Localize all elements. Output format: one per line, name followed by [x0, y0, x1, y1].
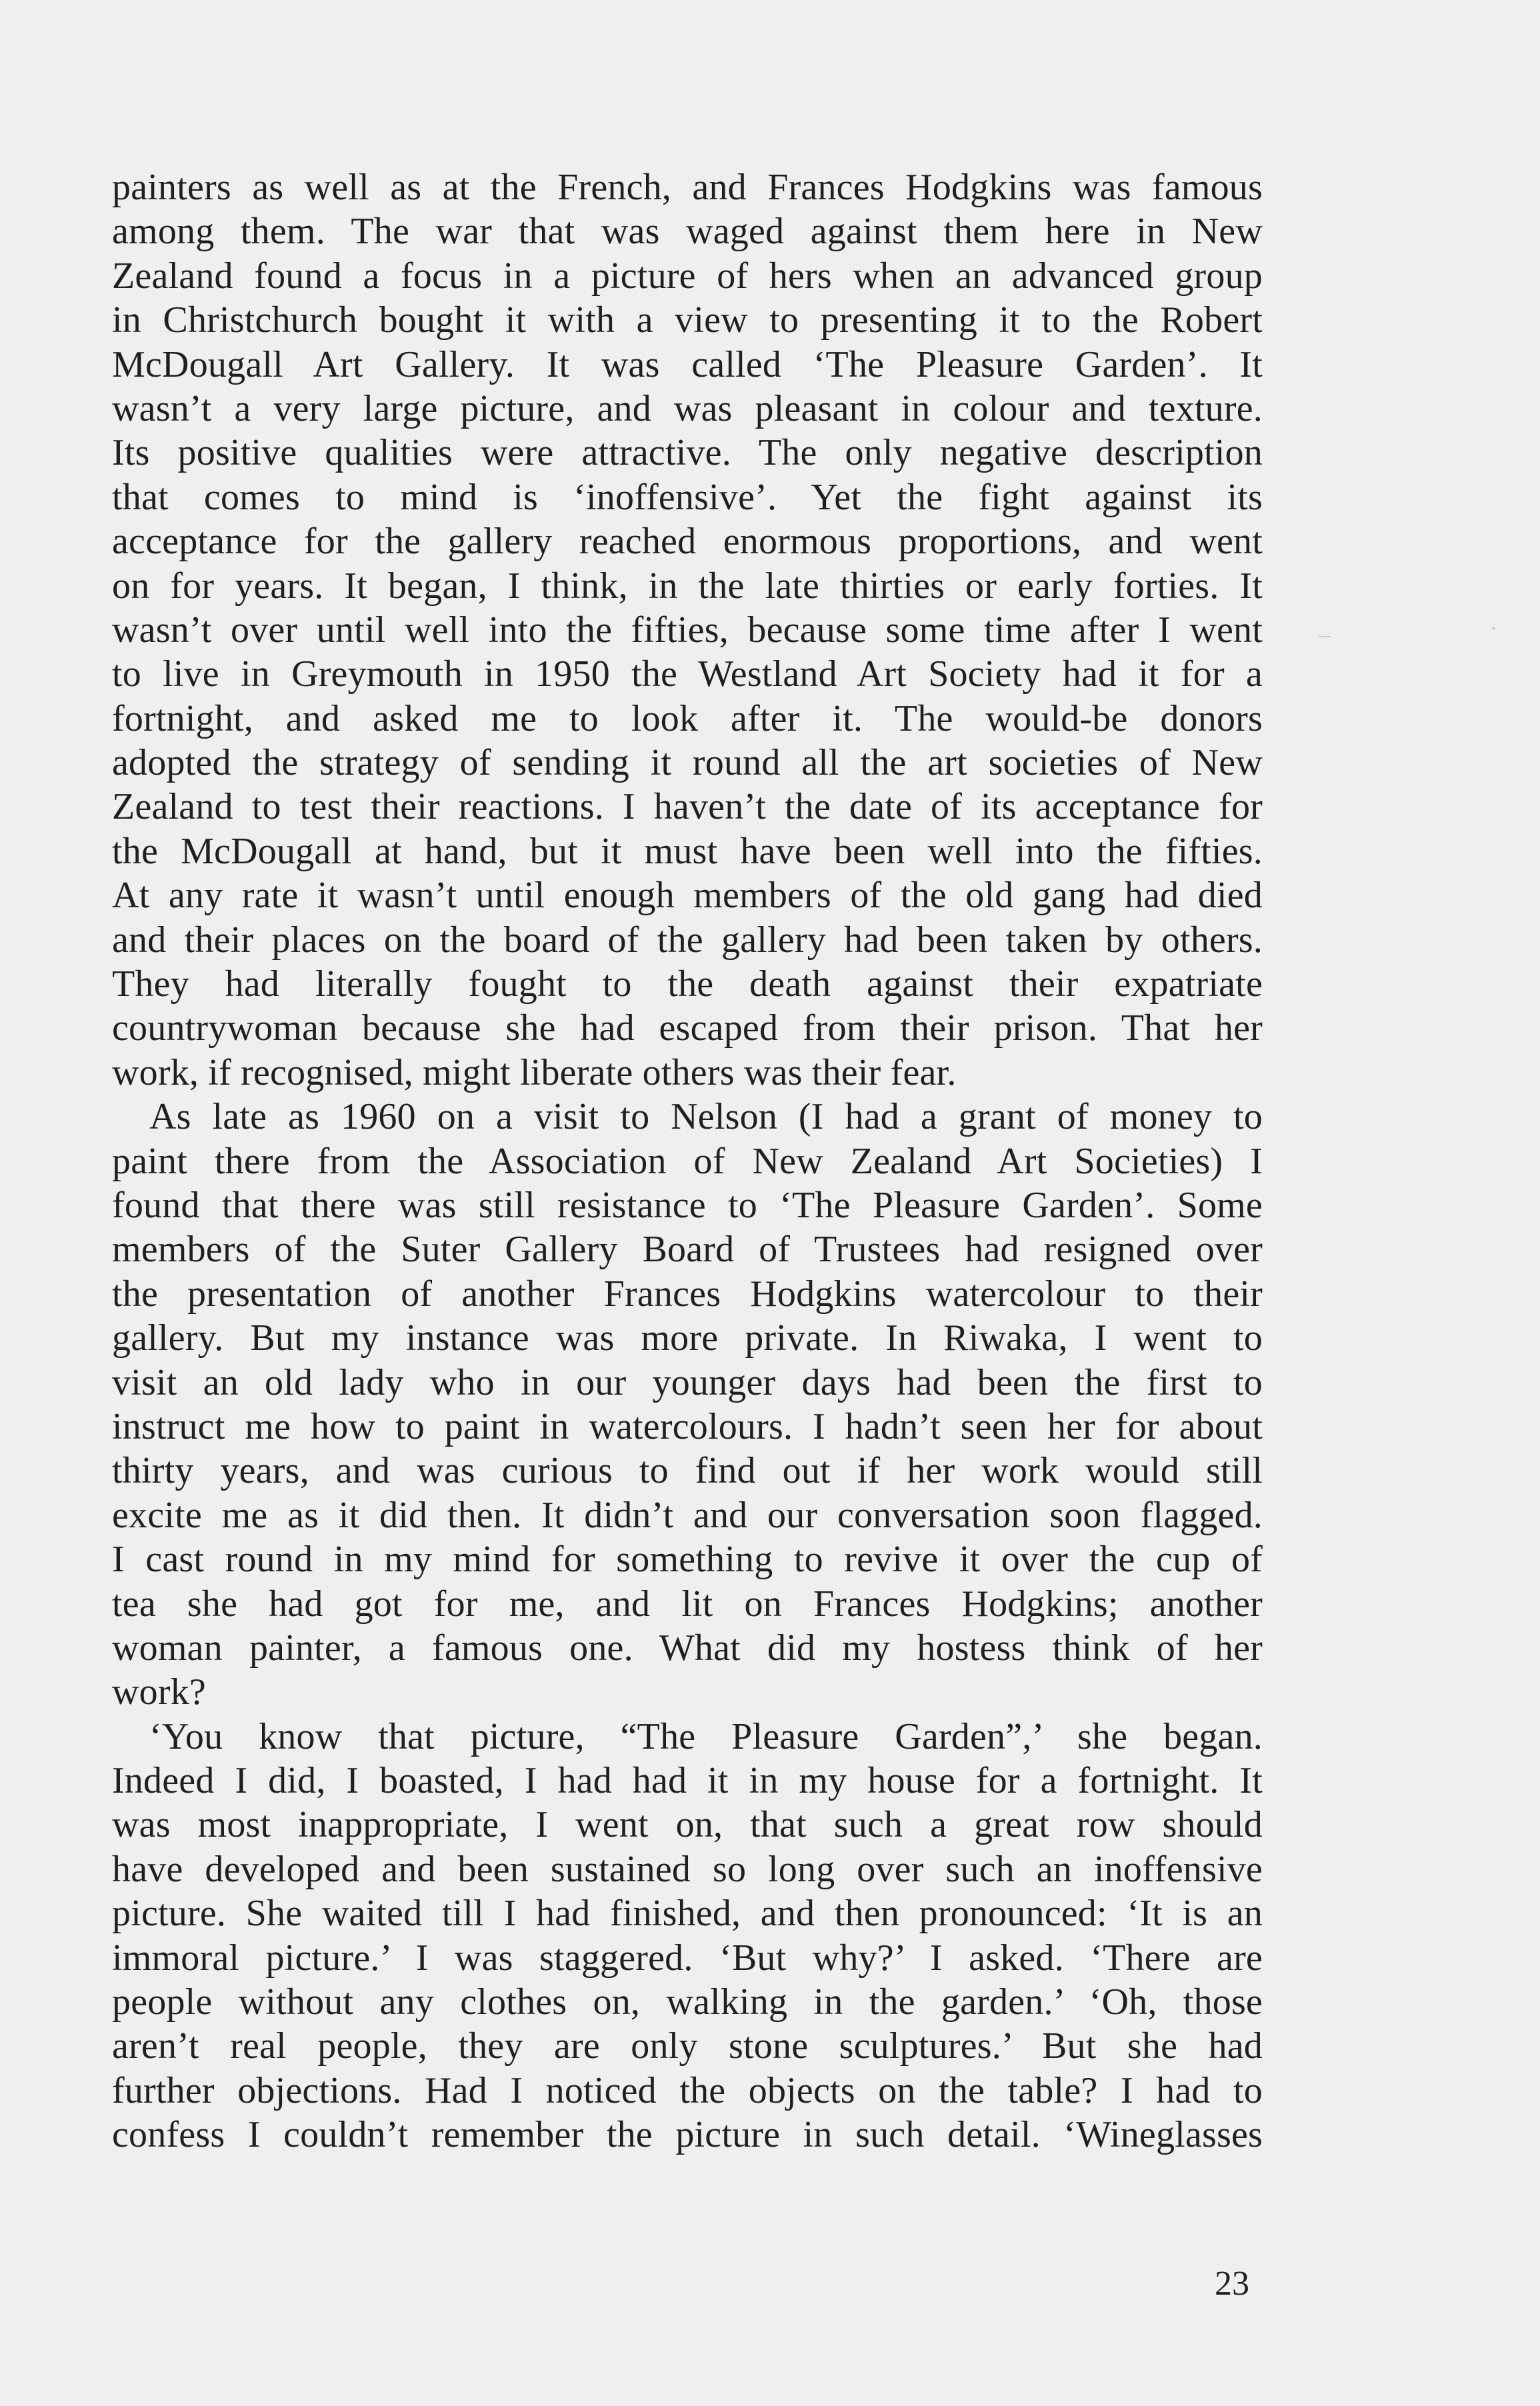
text-line: McDougall Art Gallery. It was called ‘The Pleasure Garden’. It: [112, 343, 1263, 385]
text-line: I cast round in my mind for something to revive it over the cup of: [112, 1539, 1263, 1581]
text-line: At any rate it wasn’t until enough members of the old gang had died: [112, 875, 1263, 917]
text-line: gallery. But my instance was more private. In Riwaka, I went to: [112, 1317, 1263, 1359]
text-line: and their places on the board of the gallery had been taken by others.: [112, 919, 1263, 961]
text-line: acceptance for the gallery reached enormous proportions, and went: [112, 521, 1263, 563]
text-line: Indeed I did, I boasted, I had had it in my house for a fortnight. It: [112, 1760, 1263, 1802]
text-line: people without any clothes on, walking in the garden.’ ‘Oh, those: [112, 1981, 1263, 2023]
text-line: Zealand to test their reactions. I haven’t the date of its acceptance for: [112, 786, 1263, 828]
text-line: the McDougall at hand, but it must have been well into the fifties.: [112, 830, 1263, 872]
text-line: excite me as it did then. It didn’t and our conversation soon flagged.: [112, 1494, 1263, 1536]
text-line: visit an old lady who in our younger days had been the first to: [112, 1361, 1263, 1403]
text-line: to live in Greymouth in 1950 the Westland Art Society had it for a: [112, 653, 1263, 695]
page-number: 23: [1215, 2265, 1249, 2303]
text-line: Zealand found a focus in a picture of hers when an advanced group: [112, 255, 1263, 297]
text-line: among them. The war that was waged against them here in New: [112, 211, 1263, 253]
text-line: found that there was still resistance to ‘The Pleasure Garden’. Some: [112, 1184, 1263, 1226]
text-line: picture. She waited till I had finished, and then pronounced: ‘It is an: [112, 1893, 1263, 1935]
text-line: members of the Suter Gallery Board of Trustees had resigned over: [112, 1229, 1263, 1271]
text-line: have developed and been sustained so long over such an inoffensive: [112, 1848, 1263, 1890]
text-line: wasn’t over until well into the fifties, because some time after I went: [112, 609, 1263, 651]
text-line: paint there from the Association of New Zealand Art Societies) I: [112, 1140, 1263, 1182]
text-line: thirty years, and was curious to find out if her work would still: [112, 1450, 1263, 1492]
text-line: Its positive qualities were attractive. The only negative description: [112, 432, 1263, 474]
text-line: in Christchurch bought it with a view to presenting it to the Robert: [112, 299, 1263, 341]
text-line: confess I couldn’t remember the picture in such detail. ‘Wineglasses: [112, 2114, 1263, 2156]
text-line: the presentation of another Frances Hodgkins watercolour to their: [112, 1273, 1263, 1315]
text-line: They had literally fought to the death against their expatriate: [112, 963, 1263, 1005]
text-line: tea she had got for me, and lit on Frances Hodgkins; another: [112, 1583, 1263, 1625]
text-line: countrywoman because she had escaped from their prison. That her: [112, 1007, 1263, 1049]
text-line: work?: [112, 1671, 206, 1713]
text-line: on for years. It began, I think, in the late thirties or early forties. It: [112, 565, 1263, 607]
text-line: As late as 1960 on a visit to Nelson (I had a grant of money to: [149, 1096, 1263, 1138]
text-line: was most inappropriate, I went on, that such a great row should: [112, 1804, 1263, 1846]
paper-speck: [1492, 627, 1495, 630]
body-text: [112, 165, 1263, 2157]
text-line: woman painter, a famous one. What did my hostess think of her: [112, 1627, 1263, 1669]
paper-mark: [1319, 636, 1331, 637]
text-line: aren’t real people, they are only stone sculptures.’ But she had: [112, 2025, 1263, 2067]
text-line: adopted the strategy of sending it round all the art societies of New: [112, 742, 1263, 784]
text-line: further objections. Had I noticed the objects on the table? I had to: [112, 2069, 1263, 2111]
text-line: work, if recognised, might liberate others was their fear.: [112, 1051, 957, 1093]
text-line: wasn’t a very large picture, and was pleasant in colour and texture.: [112, 387, 1263, 429]
text-line: painters as well as at the French, and Frances Hodgkins was famous: [112, 167, 1263, 208]
text-line: ‘You know that picture, “The Pleasure Garden”,’ she began.: [149, 1715, 1263, 1757]
text-line: that comes to mind is ‘inoffensive’. Yet the fight against its: [112, 476, 1263, 518]
text-line: fortnight, and asked me to look after it. The would-be donors: [112, 697, 1263, 739]
text-line: instruct me how to paint in watercolours. I hadn’t seen her for about: [112, 1405, 1263, 1447]
text-line: immoral picture.’ I was staggered. ‘But why?’ I asked. ‘There are: [112, 1937, 1263, 1979]
